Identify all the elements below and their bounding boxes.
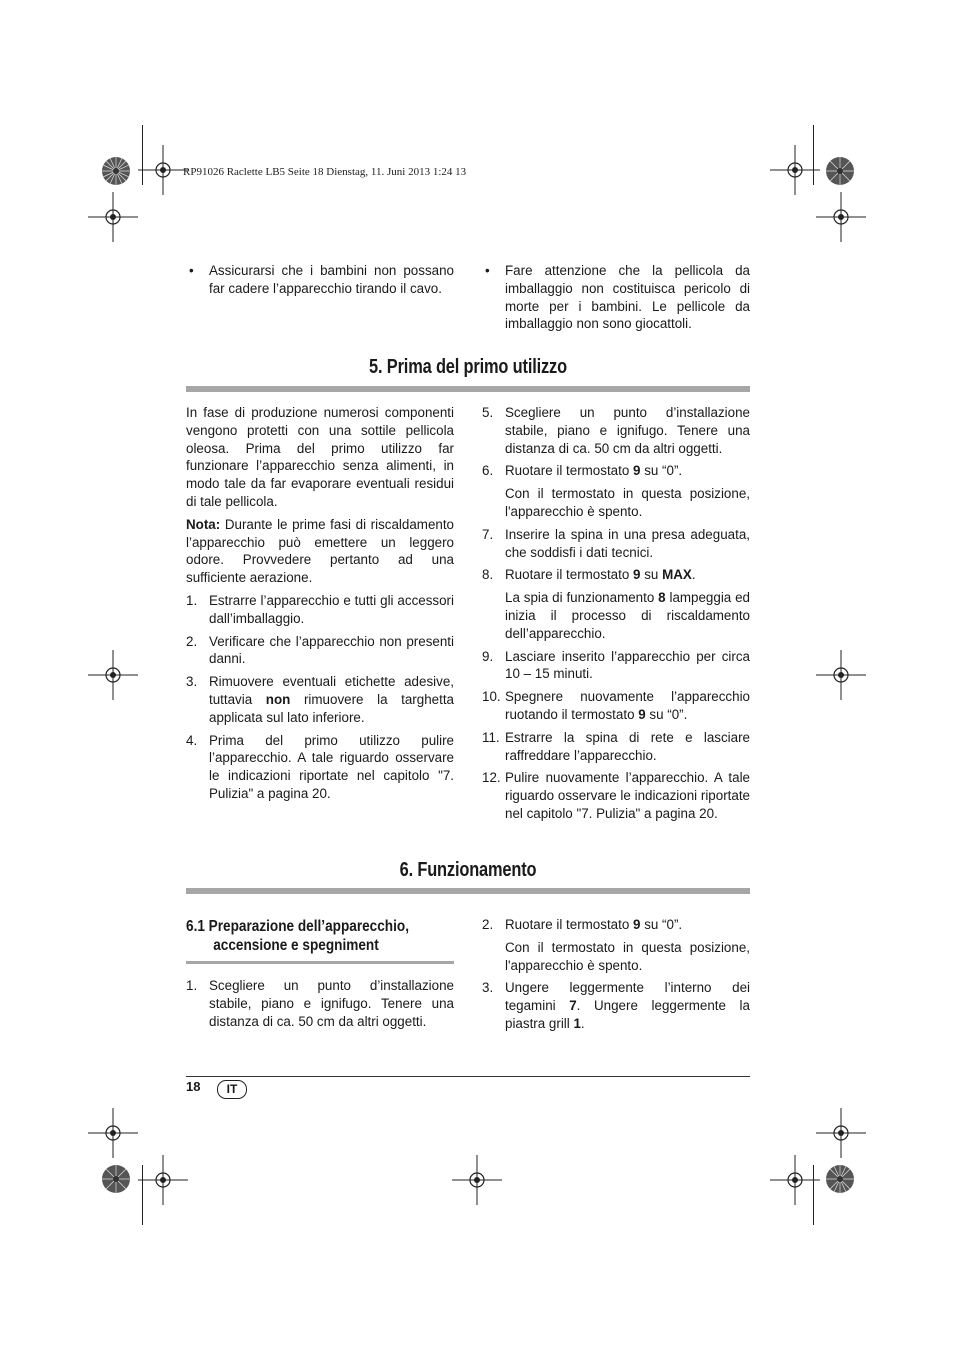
list-item: 3. Rimuovere eventuali etichette adesive, tuttavia non rimuovere la targhetta applicata sul lato inferiore.	[186, 674, 454, 725]
crosshair-mark-icon	[138, 1155, 188, 1205]
bullet-icon: •	[189, 263, 194, 278]
trim-line	[813, 125, 814, 185]
language-badge: IT	[217, 1080, 247, 1099]
list-item: 5. Scegliere un punto d’installazione stabile, piano e ignifugo. Tenere una distanza di ca. 50 cm da altri oggetti.	[482, 405, 750, 456]
list-item: 4. Prima del primo utilizzo pulire l’apparecchio. A tale riguardo osservare le indicazioni riportate nel capitolo "7. Pulizia" a pagina 20.	[186, 732, 454, 801]
trim-line	[142, 1165, 143, 1225]
list-item-note: La spia di funzionamento 8 lampeggia ed inizia il processo di riscaldamento dell’apparecchio.	[505, 590, 751, 641]
footer-rule	[186, 1076, 750, 1077]
list-item: 10. Spegnere nuovamente l’apparecchio ruotando il termostato 9 su “0”.	[482, 689, 750, 722]
section-5-title: 5. Prima del primo utilizzo	[369, 356, 567, 378]
crosshair-mark-icon	[88, 650, 138, 700]
section-5-left-column	[186, 404, 454, 808]
registration-mark-icon	[825, 1164, 855, 1194]
note-paragraph	[186, 516, 454, 587]
list-item: 2. Ruotare il termostato 9 su “0”.	[482, 917, 683, 932]
subsection-rule	[186, 961, 454, 964]
list-item-note: Con il termostato in questa posizione, l'apparecchio è spento.	[505, 486, 750, 519]
crosshair-mark-icon	[138, 145, 188, 195]
top-bullet-right	[482, 262, 750, 333]
list-item: 7. Inserire la spina in una presa adeguata, che soddisfi i dati tecnici.	[482, 526, 750, 560]
crosshair-mark-icon	[88, 1108, 138, 1158]
list-item: 6. Ruotare il termostato 9 su “0”.	[482, 463, 683, 479]
list-item: 9. Lasciare inserito l’apparecchio per circa 10 – 15 minuti.	[482, 648, 750, 682]
page-number: 18	[186, 1079, 201, 1094]
list-item: 11. Estrarre la spina di rete e lasciare raffreddare l’apparecchio.	[482, 729, 750, 763]
bullet-icon: •	[485, 263, 490, 278]
section-6-rule	[186, 888, 750, 894]
list-item: 1. Scegliere un punto d’installazione stabile, piano e ignifugo. Tenere una distanza di ca. 50 cm da altri oggetti.	[186, 978, 454, 1029]
section-5-right-column	[482, 404, 750, 828]
list-item: 2. Verificare che l’apparecchio non presenti danni.	[186, 633, 454, 667]
bullet-text: Assicurarsi che i bambini non possano far cadere l’apparecchio tirando il cavo.	[209, 263, 454, 296]
crosshair-mark-icon	[816, 650, 866, 700]
trim-line	[813, 1165, 814, 1225]
note-label: Nota:	[186, 516, 221, 532]
section-6-title: 6. Funzionamento	[399, 859, 537, 881]
trim-line	[142, 125, 143, 185]
intro-paragraph: In fase di produzione numerosi componenti vengono protetti con una sottile pellicola oleosa. Prima del primo utilizzo far funzionare l’apparecchio senza alimenti, in modo tale da far evaporare eventuali residui di tale pellicola.	[186, 405, 454, 509]
section-6-right-column	[482, 916, 750, 1038]
registration-mark-icon	[825, 156, 855, 186]
registration-mark-icon	[101, 1164, 131, 1194]
section-5-rule	[186, 386, 750, 392]
registration-mark-icon	[101, 156, 131, 186]
crosshair-mark-icon	[816, 192, 866, 242]
list-item: 12. Pulire nuovamente l’apparecchio. A tale riguardo osservare le indicazioni riportate nel capitolo "7. Pulizia" a pagina 20.	[482, 770, 750, 821]
list-item: 8. Ruotare il termostato 9 su MAX.	[482, 567, 696, 583]
list-item-note: Con il termostato in questa posizione, l'apparecchio è spento.	[505, 939, 750, 973]
bullet-text: Fare attenzione che la pellicola da imballaggio non costituisca pericolo di morte per i bambini. Le pellicole da imballaggio non sono giocattoli.	[505, 263, 750, 332]
note-text: Durante le prime fasi di riscaldamento l’apparecchio può emettere un leggero odore. Provvedere pertanto ad una sufficiente aerazione.	[186, 516, 454, 586]
list-item: 1. Estrarre l’apparecchio e tutti gli accessori dall’imballaggio.	[186, 592, 454, 626]
list-item: 3. Ungere leggermente l’interno dei tegamini 7. Ungere leggermente la piastra grill 1.	[482, 980, 750, 1031]
print-info-header: RP91026 Raclette LB5 Seite 18 Dienstag, 11. Juni 2013 1:24 13	[183, 166, 467, 178]
crosshair-mark-icon	[88, 192, 138, 242]
crosshair-mark-icon	[452, 1155, 502, 1205]
crosshair-mark-icon	[816, 1108, 866, 1158]
top-bullet-left	[186, 262, 454, 298]
subsection-6-1-title: 6.1 Preparazione dell’apparecchio, accensione e spegniment	[186, 918, 409, 954]
section-6-left-column	[186, 977, 454, 1035]
